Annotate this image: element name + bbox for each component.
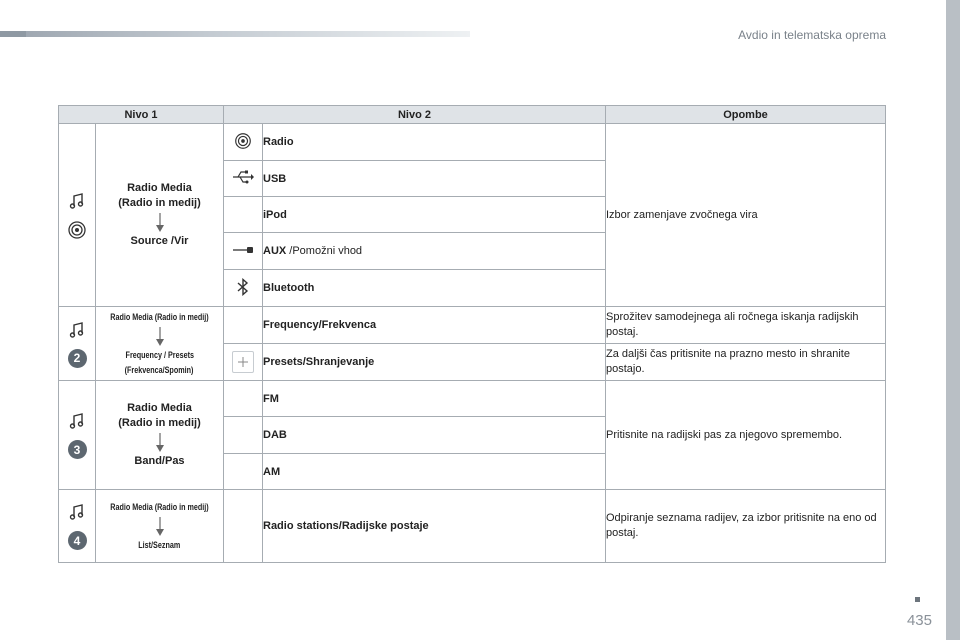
- item-label: AUX: [263, 245, 287, 257]
- bluetooth-item-icon-cell: [224, 270, 263, 307]
- menu-target: Band/Pas: [134, 455, 185, 467]
- item-label: FM: [263, 392, 279, 405]
- level1-icons-cell: [59, 381, 96, 490]
- step-badge: 3: [68, 440, 87, 459]
- step-badge: 4: [68, 531, 87, 550]
- band-icon-cell: [224, 454, 263, 490]
- arrow-down-icon: [155, 213, 165, 233]
- band-icon-cell: [224, 417, 263, 454]
- level1-menu-cell: [96, 490, 224, 563]
- menu-target: Frequency / Presets: [125, 349, 194, 360]
- item-label-rest: /Pomožni vhod: [286, 245, 363, 257]
- level2-item: [263, 124, 606, 161]
- menu-subtitle: (Radio in medij): [118, 417, 201, 429]
- music-note-icon: [66, 190, 88, 212]
- radio-item-icon-cell: [224, 124, 263, 161]
- level1-icons-cell: [59, 124, 96, 307]
- music-note-icon: [66, 319, 88, 341]
- note-cell: Za daljši čas pritisnite na prazno mesto in shranite postajo.: [606, 344, 886, 381]
- list-icon-cell: [224, 490, 263, 563]
- arrow-down-icon: [155, 327, 165, 347]
- usb-item-icon-cell: [224, 161, 263, 197]
- table-header-row: [59, 106, 886, 124]
- item-label: Frequency/Frekvenca: [263, 319, 377, 331]
- level2-item: [263, 307, 606, 344]
- level1-icons-cell: [59, 490, 96, 563]
- radio-wave-icon: [233, 131, 253, 151]
- item-label: Bluetooth: [263, 282, 315, 294]
- aux-item-icon-cell: [224, 233, 263, 270]
- music-note-icon: [66, 410, 88, 432]
- note-cell: Odpiranje seznama radijev, za izbor pritisnite na eno od postaj.: [606, 490, 886, 563]
- note-cell: Pritisnite na radijski pas za njegovo spremembo.: [606, 381, 886, 490]
- level1-icons-cell: [59, 307, 96, 381]
- section-title: Avdio in telematska oprema: [738, 28, 886, 42]
- item-label: Radio stations/Radijske postaje: [263, 520, 429, 532]
- menu-subtitle: (Radio in medij): [118, 197, 201, 209]
- arrow-down-icon: [155, 433, 165, 453]
- note-cell: Sprožitev samodejnega ali ročnega iskanja radijskih postaj.: [606, 307, 886, 344]
- level2-item: [263, 454, 606, 490]
- item-label: USB: [263, 172, 287, 185]
- menu-target: List/Seznam: [138, 539, 181, 550]
- table-row: [59, 490, 886, 563]
- bluetooth-icon: [237, 278, 249, 296]
- item-label: Radio: [263, 136, 294, 148]
- level2-item: [263, 270, 606, 307]
- menu-target: Source /Vir: [130, 235, 189, 247]
- add-preset-icon: [232, 351, 254, 373]
- usb-icon: [232, 170, 254, 184]
- header-accent-bar: [0, 31, 470, 37]
- band-icon-cell: [224, 381, 263, 417]
- note-cell: Izbor zamenjave zvočnega vira: [606, 124, 886, 307]
- page-number: 435: [906, 612, 932, 629]
- level1-menu-cell: [96, 381, 224, 490]
- frequency-icon-cell: [224, 307, 263, 344]
- music-note-icon: [66, 501, 88, 523]
- level2-item: [263, 417, 606, 454]
- level2-item: [263, 161, 606, 197]
- column-header-notes: Opombe: [606, 106, 886, 124]
- radio-wave-icon: [66, 219, 88, 241]
- menu-title: Radio Media: [127, 402, 192, 414]
- level2-item: [263, 233, 606, 270]
- presets-icon-cell: [224, 344, 263, 381]
- column-header-level1: Nivo 1: [59, 106, 224, 124]
- ipod-item-icon-cell: [224, 197, 263, 233]
- level2-item: [263, 344, 606, 381]
- aux-jack-icon: [232, 245, 254, 255]
- table-row: [59, 381, 886, 417]
- table-row: [59, 124, 886, 161]
- column-header-level2: Nivo 2: [224, 106, 606, 124]
- level1-menu-cell: [96, 124, 224, 307]
- menu-title: Radio Media: [127, 182, 192, 194]
- level2-item: [263, 490, 606, 563]
- menu-title: Radio Media (Radio in medij): [110, 501, 209, 512]
- item-label: DAB: [263, 429, 287, 441]
- level2-item: [263, 197, 606, 233]
- menu-title: Radio Media (Radio in medij): [110, 311, 209, 322]
- level1-menu-cell: [96, 307, 224, 381]
- item-label: iPod: [263, 208, 287, 221]
- header-accent-mark: [0, 31, 26, 37]
- item-label: Presets/Shranjevanje: [263, 356, 375, 368]
- page-edge-strip: [946, 0, 960, 640]
- table-row: [59, 307, 886, 344]
- menu-table: [58, 105, 886, 563]
- page-marker: [915, 597, 920, 602]
- step-badge: 2: [68, 349, 87, 368]
- item-label: AM: [263, 465, 281, 478]
- arrow-down-icon: [155, 517, 165, 537]
- menu-target-translation: (Frekvenca/Spomin): [125, 364, 194, 375]
- level2-item: [263, 381, 606, 417]
